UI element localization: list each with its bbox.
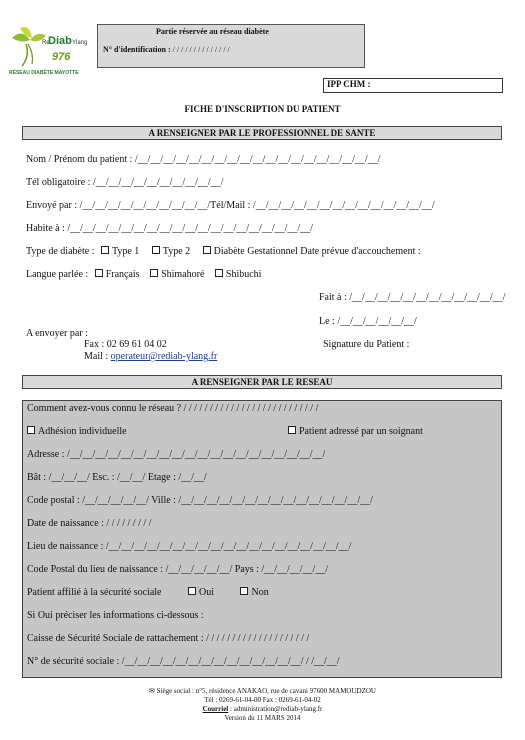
- svg-text:Re: Re: [42, 40, 50, 46]
- referrer-field[interactable]: Envoyé par : /__/__/__/__/__/__/__/__/__/__/Tél/Mail : /__/__/__/__/__/__/__/__/__/__/__/__/__/__/: [26, 200, 435, 211]
- identification-field[interactable]: / / / / / / / / / / / / / /: [172, 45, 230, 54]
- identification-label: N° d'identification :: [103, 45, 171, 54]
- residence-field[interactable]: Habite à : /__/__/__/__/__/__/__/__/__/__/__/__/__/__/__/__/__/__/__/: [26, 223, 313, 234]
- shimahore-checkbox[interactable]: [150, 269, 158, 277]
- gestational-label: Diabète Gestationnel Date prévue d'accouchement :: [213, 246, 421, 257]
- patient-name-field[interactable]: Nom / Prénom du patient : /__/__/__/__/__/__/__/__/__/__/__/__/__/__/__/__/__/__/__/: [26, 154, 381, 165]
- if-yes-note: Si Oui préciser les informations ci-dessous :: [27, 610, 204, 621]
- shibuchi-checkbox[interactable]: [215, 269, 223, 277]
- birth-place-field[interactable]: Lieu de naissance : /__/__/__/__/__/__/__/__/__/__/__/__/__/__/__/__/__/__/__/: [27, 541, 352, 552]
- no-checkbox[interactable]: [240, 587, 248, 595]
- language-label: Langue parlée :: [26, 269, 89, 280]
- done-at-field[interactable]: Fait à : /__/__/__/__/__/__/__/__/__/__/__/__/: [319, 292, 506, 303]
- logo-caption: RÉSEAU DIABÈTE MAYOTTE: [9, 70, 79, 76]
- mail-icon: ✉: [149, 687, 155, 695]
- gestational-checkbox[interactable]: [203, 246, 211, 254]
- mail-link[interactable]: operateur@rediab-ylang.fr: [110, 351, 218, 362]
- building-field[interactable]: Bât : /__/__/__/ Esc. : /__/__/ Etage : /__/__/: [27, 472, 207, 483]
- shimahore-label: Shimahoré: [161, 269, 205, 280]
- svg-text:Ylang: Ylang: [72, 40, 88, 46]
- shibuchi-label: Shibuchi: [225, 269, 262, 280]
- footer-email-row: [0, 705, 525, 714]
- french-checkbox[interactable]: [95, 269, 103, 277]
- footer-email: : administration@rediab-ylang.fr: [230, 705, 323, 713]
- how-known-field[interactable]: Comment avez-vous connu le réseau ? / / / / / / / / / / / / / / / / / / / / / / / / / /: [27, 403, 319, 414]
- footer-phones: Tél : 0269-61-04-00 Fax : 0269-61-04-02: [204, 696, 321, 704]
- french-label: Français: [105, 269, 140, 280]
- social-security-number-field[interactable]: N° de sécurité sociale : /__/__/__/__/__/__/__/__/__/__/__/__/__/__/ / /__/__/: [27, 656, 340, 667]
- membership-row: [27, 426, 127, 437]
- birth-date-field[interactable]: Date de naissance : / / / / / / / / /: [27, 518, 152, 529]
- footer-email-label: Courriel: [202, 705, 229, 713]
- referred-by-carer-checkbox[interactable]: [288, 426, 296, 434]
- type2-checkbox[interactable]: [152, 246, 160, 254]
- referred-row: [288, 426, 423, 437]
- network-section-heading: A RENSEIGNER PAR LE RESEAU: [22, 375, 502, 389]
- send-to-label: A envoyer par :: [26, 328, 88, 339]
- type1-label: Type 1: [111, 246, 140, 257]
- ipp-box[interactable]: [323, 78, 503, 93]
- mail-row: [84, 351, 217, 362]
- date-field[interactable]: Le : /__/__/__/__/__/__/: [319, 316, 417, 327]
- ipp-label: IPP CHM :: [327, 79, 371, 89]
- svg-text:976: 976: [52, 51, 71, 63]
- footer-version: Version du 11 MARS 2014: [224, 714, 301, 722]
- yes-checkbox[interactable]: [188, 587, 196, 595]
- type2-label: Type 2: [162, 246, 191, 257]
- insurance-fund-field[interactable]: Caisse de Sécurité Sociale de rattachement : / / / / / / / / / / / / / / / / / / / /: [27, 633, 310, 644]
- professional-section-heading: A RENSEIGNER PAR LE PROFESSIONNEL DE SANTE: [22, 126, 502, 140]
- diabetes-type-label: Type de diabète :: [26, 246, 95, 257]
- svg-text:Diab: Diab: [48, 35, 72, 47]
- mail-label: Mail :: [84, 351, 109, 362]
- reserved-for-network-box: [97, 24, 365, 68]
- footer-head-office: Siège social : n°5, résidence ANAKAO, rue de cavani 97600 MAMOUDZOU: [156, 687, 376, 695]
- language-row: [26, 269, 261, 280]
- signature-label: Signature du Patient :: [323, 339, 410, 350]
- phone-field[interactable]: Tél obligatoire : /__/__/__/__/__/__/__/__/__/__/: [26, 177, 224, 188]
- type1-checkbox[interactable]: [101, 246, 109, 254]
- diabetes-type-row: [26, 246, 421, 257]
- identification-row: [103, 45, 230, 54]
- form-title: FICHE D'INSCRIPTION DU PATIENT: [184, 104, 341, 114]
- yes-label: Oui: [198, 587, 214, 598]
- individual-membership-checkbox[interactable]: [27, 426, 35, 434]
- individual-membership-label: Adhésion individuelle: [38, 426, 127, 437]
- birth-postal-country-field[interactable]: Code Postal du lieu de naissance : /__/__/__/__/__/ Pays : /__/__/__/__/__/: [27, 564, 329, 575]
- postal-city-field[interactable]: Code postal : /__/__/__/__/__/ Ville : /__/__/__/__/__/__/__/__/__/__/__/__/__/__/__/: [27, 495, 373, 506]
- reserved-title: Partie réservée au réseau diabète: [156, 27, 269, 36]
- footer: [0, 687, 525, 723]
- fax-number: Fax : 02 69 61 04 02: [84, 339, 167, 350]
- no-label: Non: [251, 587, 269, 598]
- social-security-row: [27, 587, 269, 598]
- network-address-field[interactable]: Adresse : /__/__/__/__/__/__/__/__/__/__/__/__/__/__/__/__/__/__/__/__/: [27, 449, 326, 460]
- footer-head-office-row: [0, 687, 525, 696]
- referred-by-carer-label: Patient adressé par un soignant: [299, 426, 423, 437]
- social-security-label: Patient affilié à la sécurité sociale: [27, 587, 162, 598]
